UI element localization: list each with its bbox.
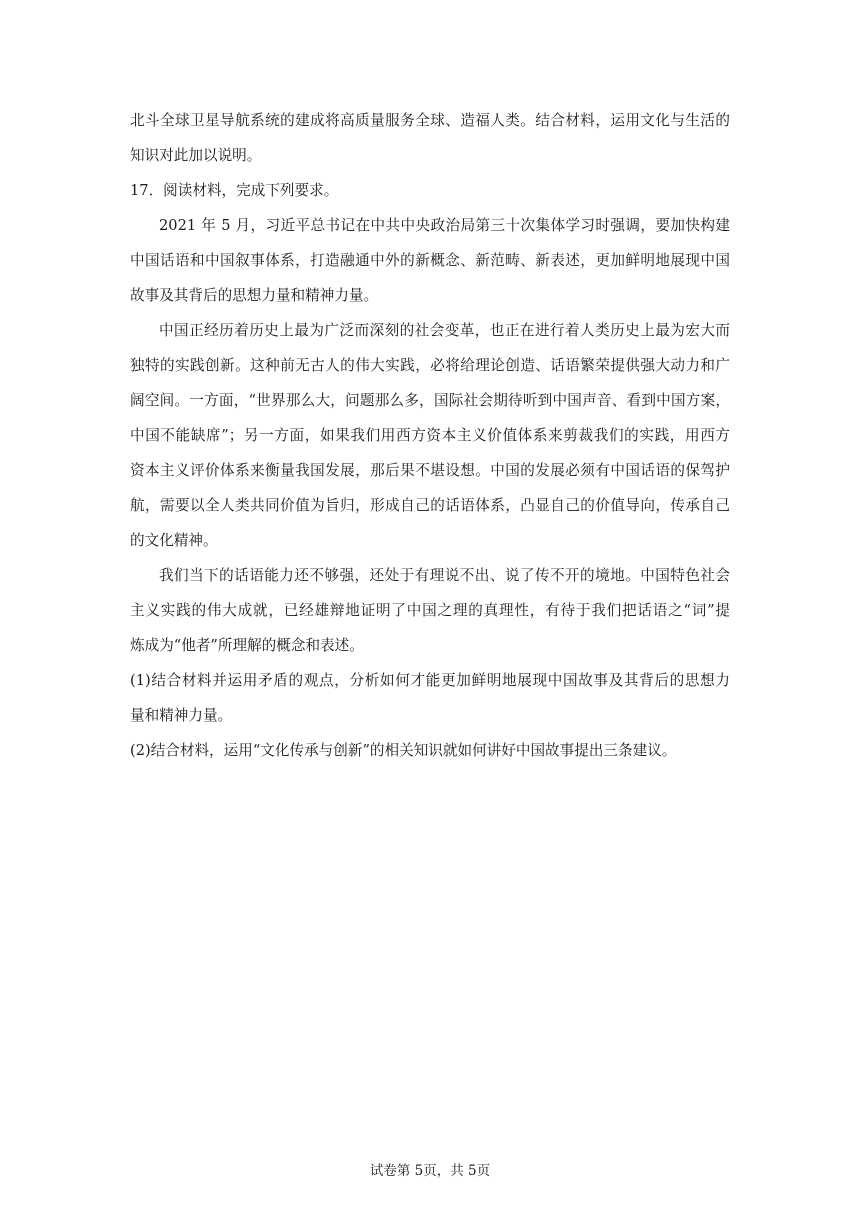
material-paragraph-1 xyxy=(130,208,730,313)
text-line: 航，需要以全人类共同价值为旨归，形成自己的话语体系，凸显自己的价值导向，传承自己 xyxy=(130,497,730,514)
text-line: 中国正经历着历史上最为广泛而深刻的社会变革，也正在进行着人类历史上最为宏大而 xyxy=(159,322,730,339)
material-paragraph-3 xyxy=(130,558,730,663)
sub-question-1 xyxy=(130,663,730,733)
exam-page-content xyxy=(130,103,730,768)
text-line: 中国不能缺席”；另一方面，如果我们用西方资本主义价值体系来剪裁我们的实践，用西方 xyxy=(130,427,730,444)
text-line: 中国话语和中国叙事体系，打造融通中外的新概念、新范畴、新表述，更加鲜明地展现中国 xyxy=(130,252,730,269)
text-line: (1)结合材料并运用矛盾的观点，分析如何才能更加鲜明地展现中国故事及其背后的思想力 xyxy=(130,672,730,689)
page-footer: 试卷第 5页，共 5页 xyxy=(369,1163,491,1179)
text-line: 独特的实践创新。这种前无古人的伟大实践，必将给理论创造、话语繁荣提供强大动力和广 xyxy=(130,357,730,374)
text-line: 炼成为“他者”所理解的概念和表述。 xyxy=(130,637,364,654)
text-line: 2021 年 5 月，习近平总书记在中共中央政治局第三十次集体学习时强调，要加快构建 xyxy=(159,217,730,234)
text-line: 我们当下的话语能力还不够强，还处于有理说不出、说了传不开的境地。中国特色社会 xyxy=(159,567,730,584)
text-line: 北斗全球卫星导航系统的建成将高质量服务全球、造福人类。结合材料，运用文化与生活的 xyxy=(130,112,730,129)
intro-question-text xyxy=(130,103,730,173)
text-line: 知识对此加以说明。 xyxy=(130,147,262,164)
question-17 xyxy=(130,173,730,768)
material-paragraph-2 xyxy=(130,313,730,558)
text-line: 阔空间。一方面，“世界那么大，问题那么多，国际社会期待听到中国声音、看到中国方案， xyxy=(130,392,730,409)
sub-question-2 xyxy=(130,733,730,768)
text-line: 的文化精神。 xyxy=(130,532,218,549)
text-line: (2)结合材料，运用“文化传承与创新”的相关知识就如何讲好中国故事提出三条建议。 xyxy=(130,742,677,759)
text-line: 量和精神力量。 xyxy=(130,707,233,724)
text-line: 故事及其背后的思想力量和精神力量。 xyxy=(130,287,379,304)
question-heading: 17．阅读材料，完成下列要求。 xyxy=(130,182,339,199)
text-line: 资本主义评价体系来衡量我国发展，那后果不堪设想。中国的发展必须有中国话语的保驾护 xyxy=(130,462,730,479)
text-line: 主义实践的伟大成就，已经雄辩地证明了中国之理的真理性，有待于我们把话语之“词”提 xyxy=(130,602,730,619)
